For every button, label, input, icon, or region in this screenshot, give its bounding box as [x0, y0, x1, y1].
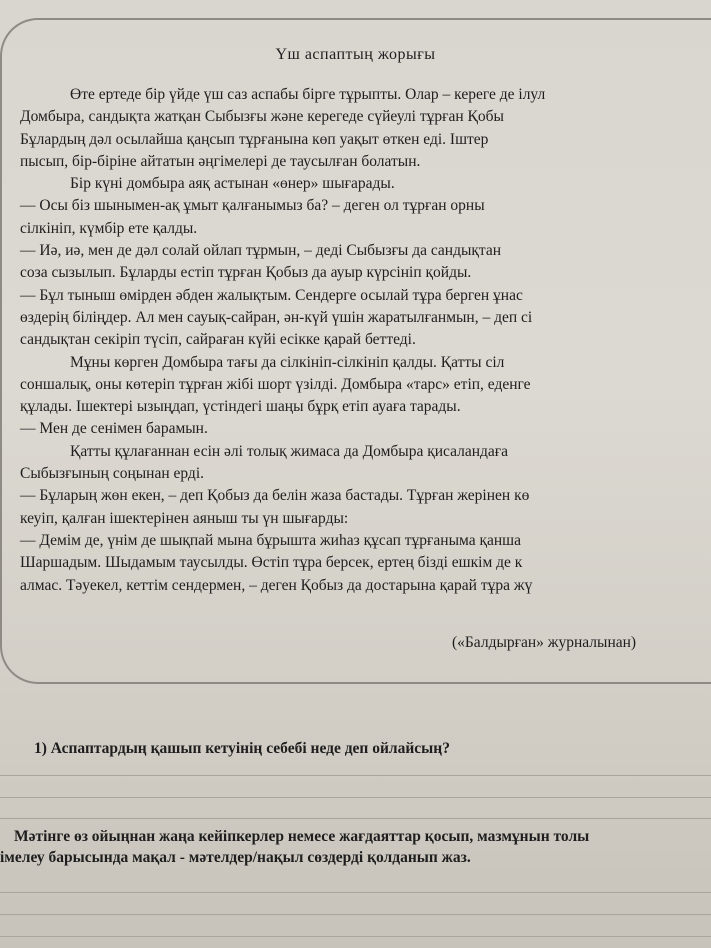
story-line: Мұны көрген Домбыра тағы да сілкініп-сілкініп қалды. Қатты сіл	[70, 353, 505, 371]
story-text	[20, 84, 711, 597]
answer-line	[0, 936, 711, 937]
story-line: — Мен де сенімен барамын.	[20, 420, 208, 438]
story-line: — Бұл тыныш өмірден әбден жалықтым. Сендерге осылай тұра берген ұнас	[20, 286, 523, 304]
answer-line	[0, 797, 711, 798]
story-line: — Бұларың жөн екен, – деп Қобыз да белін жаза бастады. Тұрған жерінен кө	[20, 487, 530, 505]
story-line: — Демім де, үнім де шықпай мына бұрышта жиһаз құсап тұрғаныма қанша	[20, 531, 521, 549]
story-line: Бұлардың дәл осылайша қаңсып тұрғанына көп уақыт өткен еді. Іштер	[20, 130, 489, 148]
task-line: Мәтінге өз ойыңнан жаңа кейіпкерлер немесе жағдаяттар қосып, мазмұнын толы	[14, 828, 590, 845]
task-text	[0, 826, 589, 868]
story-line: пысып, бір-біріне айтатын әңгімелері де таусылған болатын.	[20, 152, 421, 170]
story-line: Бір күні домбыра аяқ астынан «өнер» шығарады.	[70, 175, 395, 193]
story-source: («Балдырған» журналынан)	[452, 634, 637, 651]
story-title: Үш аспаптың жорығы	[275, 46, 436, 63]
story-line: Қатты құлағаннан есін әлі толық жимаса да Домбыра қисаландаға	[70, 442, 509, 460]
answer-line	[0, 775, 711, 776]
task-line: імелеу барысында мақал - мәтелдер/нақыл сөздерді қолданып жаз.	[0, 849, 471, 866]
story-line: Өте ертеде бір үйде үш саз аспабы бірге тұрыпты. Олар – кереге де ілул	[70, 86, 546, 103]
story-line: өздерің біліңдер. Ал мен сауық-сайран, ән-күй үшін жаратылғанмын, – деп сі	[20, 308, 533, 326]
story-line: — Иә, иә, мен де дәл солай ойлап тұрмын, – деді Сыбызғы да сандықтан	[20, 242, 502, 260]
story-line: Сыбызғының соңынан ерді.	[20, 465, 205, 483]
question-1: 1) Аспаптардың қашып кетуінің себебі неде деп ойлайсың?	[34, 740, 450, 757]
story-line: Домбыра, сандықта жатқан Сыбызғы және керегеде сүйеулі тұрған Қобы	[20, 108, 504, 126]
story-line: құлады. Ішектері ызыңдап, үстіндегі шаңы бұрқ етіп ауаға тарады.	[20, 398, 461, 416]
story-line: сандықтан секіріп түсіп, сайраған күйі есікке қарай беттеді.	[20, 331, 416, 349]
answer-line	[0, 818, 711, 819]
answer-line	[0, 914, 711, 915]
answer-line	[0, 892, 711, 893]
story-line: — Осы біз шынымен-ақ ұмыт қалғанымыз ба? – деген ол тұрған орны	[20, 197, 485, 215]
story-line: кеуіп, қалған ішектерінен аяныш ты үн шығарды:	[20, 509, 349, 527]
story-line: соза сызылып. Бұларды естіп тұрған Қобыз да ауыр күрсініп қойды.	[20, 264, 472, 282]
story-line: соншалық, оны көтеріп тұрған жібі шорт үзілді. Домбыра «тарс» етіп, еденге	[20, 375, 531, 393]
story-line: сілкініп, күмбір ете қалды.	[20, 219, 198, 237]
story-line: Шаршадым. Шыдамым таусылды. Өстіп тұра берсек, ертең бізді ешкім де к	[20, 554, 523, 572]
story-line: алмас. Тәуекел, кеттім сендермен, – деген Қобыз да достарына қарай тұра жү	[20, 576, 533, 594]
